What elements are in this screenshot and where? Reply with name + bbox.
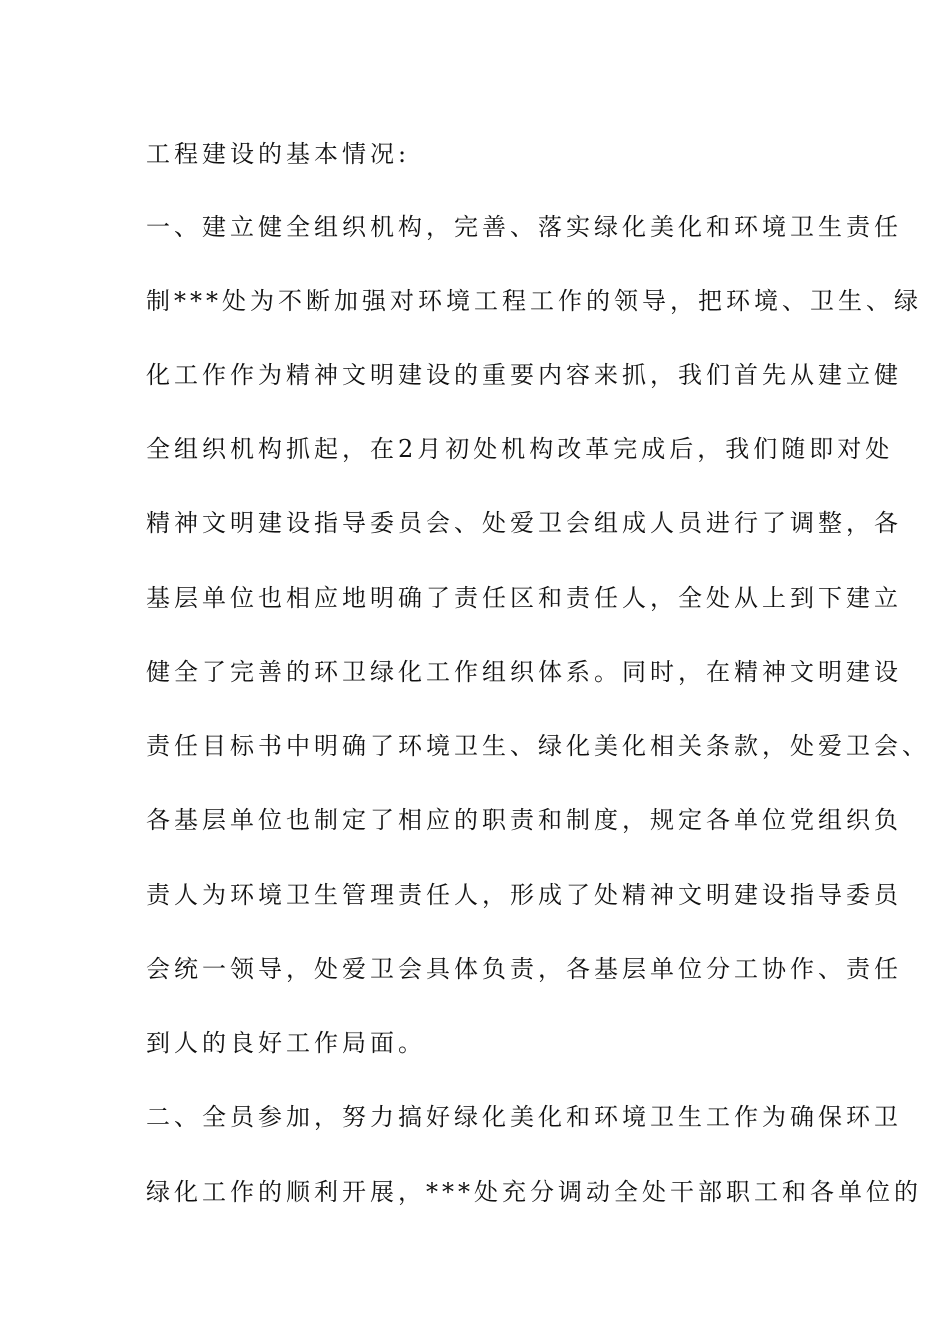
text-line: 绿化工作的顺利开展，***处充分调动全处干部职工和各单位的 [146, 1178, 922, 1206]
text-line: 一、建立健全组织机构，完善、落实绿化美化和环境卫生责任 [146, 213, 902, 241]
text-line: 各基层单位也制定了相应的职责和制度，规定各单位党组织负 [146, 806, 902, 834]
text-line: 制***处为不断加强对环境工程工作的领导，把环境、卫生、绿 [146, 287, 922, 315]
text-line: 基层单位也相应地明确了责任区和责任人，全处从上到下建立 [146, 584, 902, 612]
text-line: 责人为环境卫生管理责任人，形成了处精神文明建设指导委员 [146, 881, 902, 909]
text-line: 二、全员参加，努力搞好绿化美化和环境卫生工作为确保环卫 [146, 1103, 902, 1131]
text-line: 到人的良好工作局面。 [146, 1029, 426, 1057]
text-line: 健全了完善的环卫绿化工作组织体系。同时，在精神文明建设 [146, 658, 902, 686]
text-line: 责任目标书中明确了环境卫生、绿化美化相关条款，处爱卫会、 [146, 732, 930, 760]
text-line: 会统一领导，处爱卫会具体负责，各基层单位分工协作、责任 [146, 955, 902, 983]
text-line: 精神文明建设指导委员会、处爱卫会组成人员进行了调整，各 [146, 509, 902, 537]
text-line: 工程建设的基本情况: [146, 140, 411, 168]
text-line: 全组织机构抓起，在2月初处机构改革完成后，我们随即对处 [146, 435, 894, 463]
text-line: 化工作作为精神文明建设的重要内容来抓，我们首先从建立健 [146, 361, 902, 389]
